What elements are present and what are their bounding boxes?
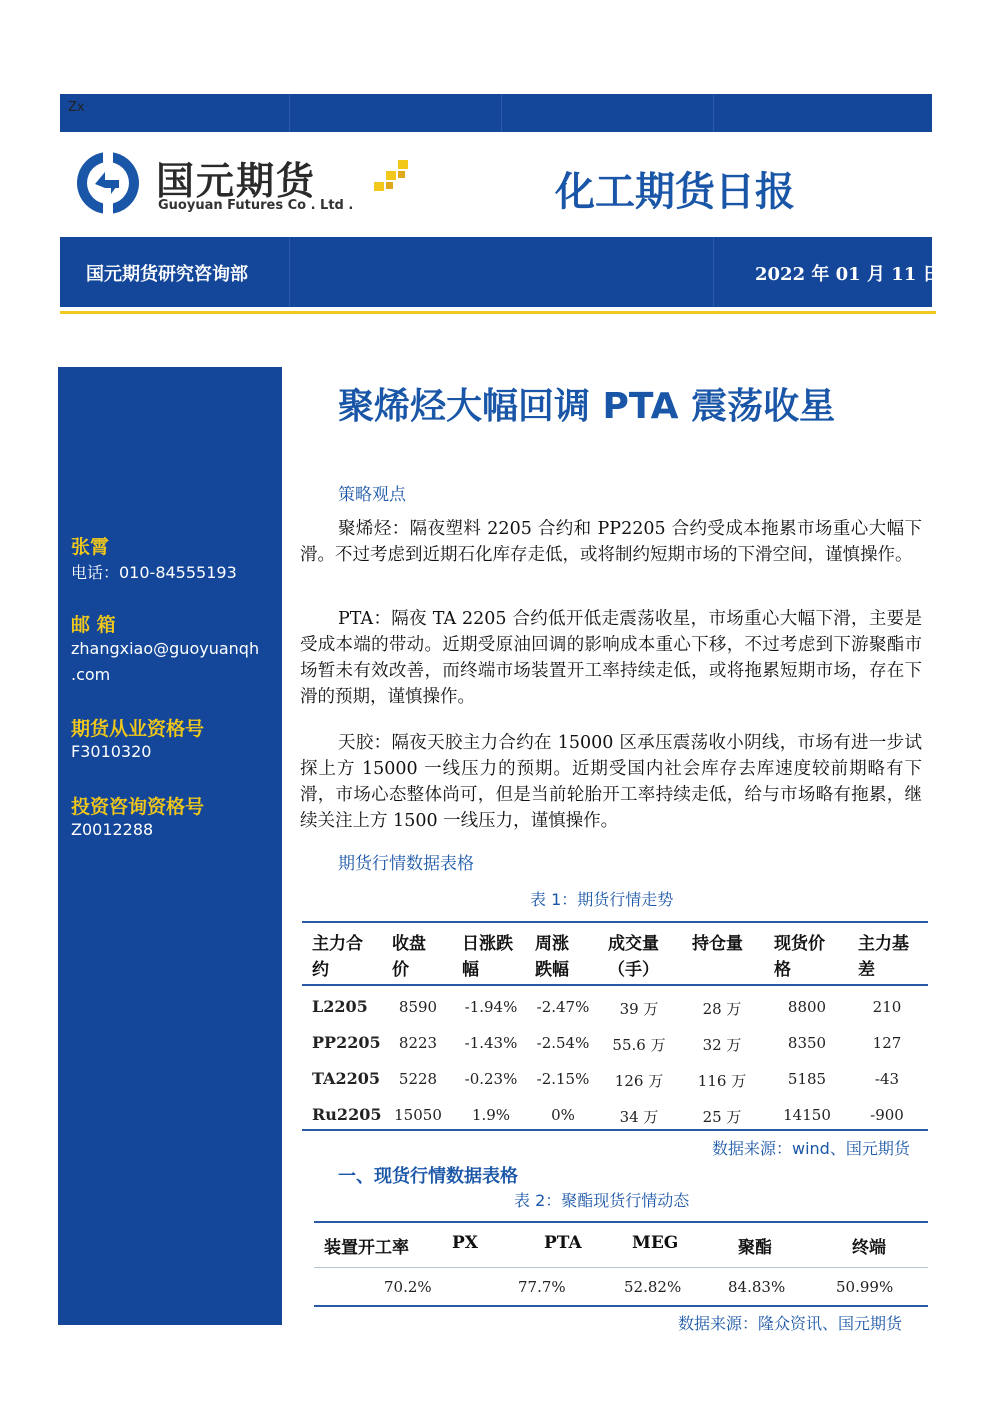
table-rule <box>302 984 928 986</box>
table-rule <box>314 1267 928 1268</box>
table-cell: 127 <box>872 1034 902 1052</box>
table-header: 持仓量 <box>692 934 743 954</box>
company-name-cn: 国元期货 <box>156 159 317 203</box>
table-cell: 116 万 <box>697 1072 747 1090</box>
futures-table-section-title: 期货行情数据表格 <box>338 854 474 874</box>
top-bar-divider <box>289 94 290 132</box>
analyst-email-line1: zhangxiao@guoyuanqh <box>71 639 260 658</box>
table-cell: 1.9% <box>471 1106 511 1124</box>
email-label: 邮 箱 <box>71 614 116 636</box>
table-header: 收盘价 <box>392 934 426 980</box>
table-cell-contract: Ru2205 <box>312 1105 382 1124</box>
report-title: 化工期货日报 <box>555 169 795 215</box>
invest-license-label: 投资咨询资格号 <box>71 796 205 818</box>
spot-table-section-title: 一、现货行情数据表格 <box>338 1166 518 1187</box>
table-rule <box>314 1221 928 1223</box>
company-name-en: Guoyuan Futures Co . Ltd . <box>158 198 354 213</box>
strategy-paragraph-polyolefin: 聚烯烃：隔夜塑料 2205 合约和 PP2205 合约受成本拖累市场重心大幅下滑。不过考虑到近期石化库存走低，或将制约短期市场的下滑空间，谨慎操作。 <box>300 519 922 565</box>
table-cell: -900 <box>870 1106 904 1124</box>
table-cell-contract: PP2205 <box>312 1033 381 1052</box>
logo-dots-icon <box>368 158 412 198</box>
table-cell: 50.99% <box>836 1278 894 1296</box>
department-name: 国元期货研究咨询部 <box>86 264 248 285</box>
analyst-name: 张霄 <box>71 536 110 558</box>
table-header: PTA <box>544 1233 582 1253</box>
strategy-paragraph-rubber: 天胶：隔夜天胶主力合约在 15000 区承压震荡收小阴线，市场有进一步试探上方 15000 一线压力的预期。近期受国内社会库存去库速度较前期略有下滑，市场心态整体尚可，但是当前轮胎开工率持续走低，给与市场略有拖累，继续关注上方 1500 一线压力，谨慎操作。 <box>300 733 922 831</box>
company-logo-icon <box>75 150 141 216</box>
table-header: 现货价格 <box>774 934 825 980</box>
table-cell-contract: L2205 <box>312 997 368 1016</box>
table-header: 终端 <box>852 1238 886 1258</box>
table-header: 聚酯 <box>738 1238 772 1258</box>
table-rule <box>302 1129 928 1131</box>
table2-caption: 表 2：聚酯现货行情动态 <box>514 1191 690 1210</box>
analyst-phone: 电话：010-84555193 <box>71 563 237 582</box>
analyst-email-line2: .com <box>71 665 111 684</box>
gold-divider <box>60 311 936 314</box>
top-bar-divider <box>501 94 502 132</box>
table-cell: 8800 <box>787 998 827 1016</box>
table-cell: -1.43% <box>464 1034 518 1052</box>
table-header: MEG <box>632 1233 679 1253</box>
table-cell: 8223 <box>398 1034 438 1052</box>
table-cell: -1.94% <box>464 998 518 1016</box>
table-header: 装置开工率 <box>324 1238 409 1258</box>
table-cell: -2.47% <box>536 998 590 1016</box>
table-cell: 210 <box>872 998 902 1016</box>
table-cell: 5228 <box>398 1070 438 1088</box>
table-cell: 126 万 <box>614 1072 664 1090</box>
table-cell: 39 万 <box>619 1000 659 1018</box>
table-cell: 84.83% <box>728 1278 786 1296</box>
strategy-title: 策略观点 <box>338 485 406 505</box>
table-cell: -43 <box>874 1070 900 1088</box>
table-cell: -2.15% <box>536 1070 590 1088</box>
table-cell: 8350 <box>787 1034 827 1052</box>
table-header: 成交量（手） <box>608 934 659 980</box>
department-bar-divider <box>289 237 290 307</box>
futures-license-label: 期货从业资格号 <box>71 718 205 740</box>
table-cell: 28 万 <box>702 1000 742 1018</box>
table2-source: 数据来源：隆众资讯、国元期货 <box>678 1314 903 1333</box>
table1-caption: 表 1：期货行情走势 <box>530 890 674 909</box>
table-cell: 15050 <box>394 1106 442 1124</box>
table-cell: 55.6 万 <box>612 1036 666 1054</box>
invest-license-number: Z0012288 <box>71 820 154 839</box>
table-cell: 8590 <box>398 998 438 1016</box>
table-cell: 34 万 <box>619 1108 659 1126</box>
table-header: 日涨跌幅 <box>462 934 513 980</box>
table-cell: 52.82% <box>624 1278 682 1296</box>
table-cell: 0% <box>551 1106 575 1124</box>
table-header: PX <box>452 1233 478 1253</box>
department-bar-divider <box>713 237 714 307</box>
table-cell: 25 万 <box>702 1108 742 1126</box>
table-cell: -2.54% <box>536 1034 590 1052</box>
headline: 聚烯烃大幅回调 PTA 震荡收星 <box>338 386 836 427</box>
table-rule <box>314 1305 928 1307</box>
table-header: 主力基差 <box>858 934 909 980</box>
table-cell: -0.23% <box>464 1070 518 1088</box>
table-cell: 32 万 <box>702 1036 742 1054</box>
strategy-paragraph-pta: PTA：隔夜 TA 2205 合约低开低走震荡收星，市场重心大幅下滑，主要是受成本端的带动。近期受原油回调的影响成本重心下移，不过考虑到下游聚酯市场暂未有效改善，而终端市场装置开工率持续走低，或将拖累短期市场，存在下滑的预期，谨慎操作。 <box>300 609 922 707</box>
table1-source: 数据来源：wind、国元期货 <box>712 1139 910 1158</box>
table-cell: 14150 <box>783 1106 831 1124</box>
report-date: 2022 年 01 月 11 日 <box>755 264 941 285</box>
futures-license-number: F3010320 <box>71 742 152 761</box>
table-cell: 5185 <box>787 1070 827 1088</box>
table-header: 周涨跌幅 <box>535 934 569 980</box>
top-bar <box>60 94 932 132</box>
table-header: 主力合约 <box>312 934 363 980</box>
table-cell-contract: TA2205 <box>312 1069 380 1088</box>
table-rule <box>302 921 928 923</box>
table-cell: 77.7% <box>518 1278 566 1296</box>
table-cell: 70.2% <box>384 1278 432 1296</box>
top-bar-divider <box>713 94 714 132</box>
header-mark: Zx <box>68 100 85 115</box>
analyst-sidebar <box>58 367 282 1325</box>
